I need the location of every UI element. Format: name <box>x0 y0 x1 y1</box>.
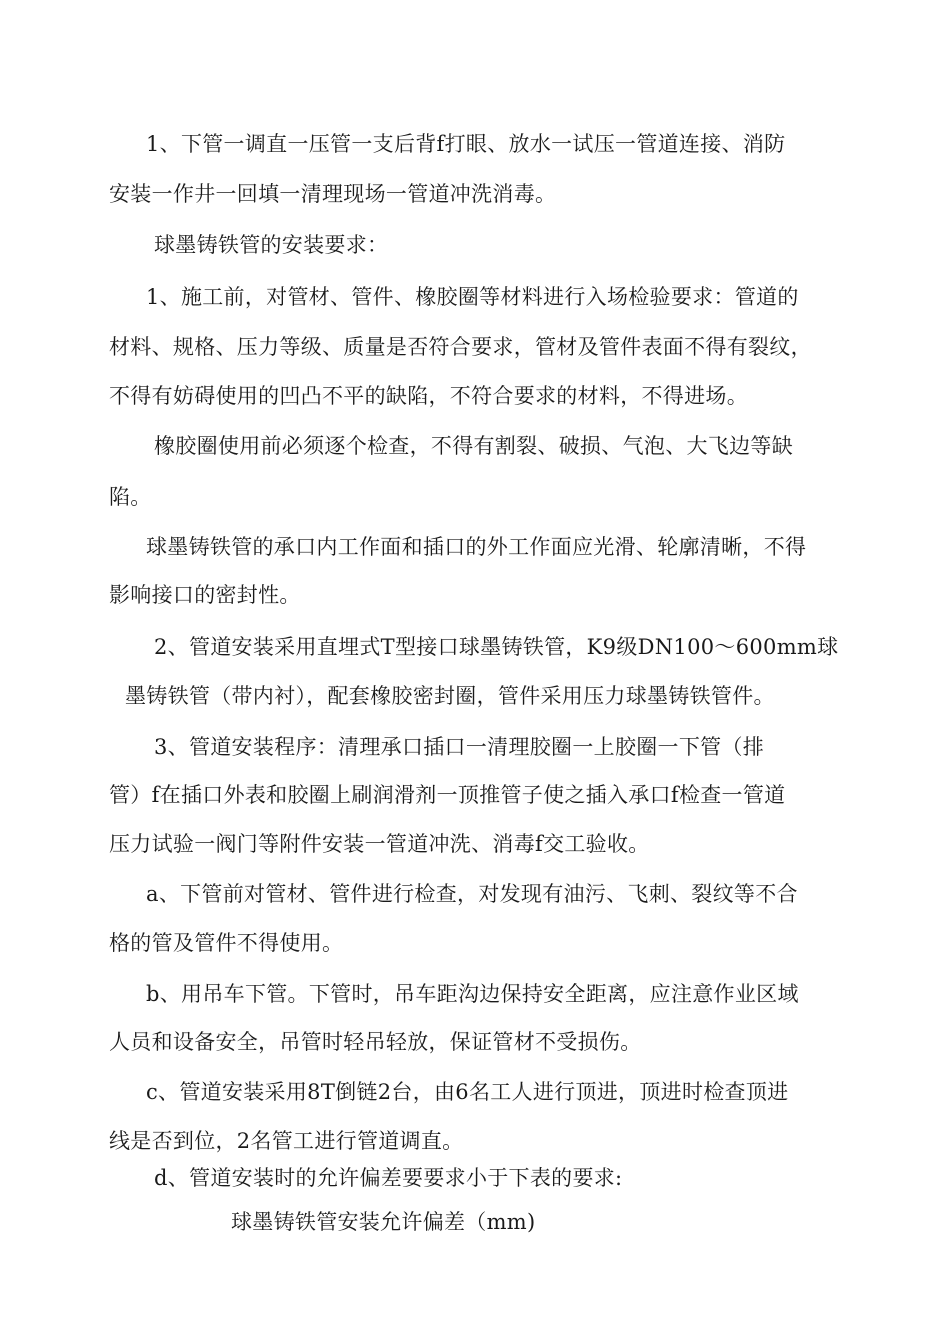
text-line: 格的管及管件不得使用。 <box>109 931 344 955</box>
text-line: 压力试验一阀门等附件安装一管道冲洗、消毒f交工验收。 <box>109 832 650 856</box>
text-line: a、下管前对管材、管件进行检查，对发现有油污、飞刺、裂纹等不合 <box>146 882 798 906</box>
text-line: 不得有妨碍使用的凹凸不平的缺陷，不符合要求的材料，不得进场。 <box>109 384 748 408</box>
text-line: 管）f在插口外表和胶圈上刷润滑剂一顶推管子使之插入承口f检查一管道 <box>109 783 786 807</box>
text-line: 1、下管一调直一压管一支后背f打眼、放水一试压一管道连接、消防 <box>146 132 786 156</box>
text-line: c、管道安装采用8T倒链2台，由6名工人进行顶进，顶进时检查顶进 <box>146 1080 789 1104</box>
section-heading: 球墨铸铁管的安装要求： <box>154 233 389 257</box>
text-line: 安装一作井一回填一清理现场一管道冲洗消毒。 <box>109 182 557 206</box>
text-line: 陷。 <box>109 485 152 509</box>
text-line: 材料、规格、压力等级、质量是否符合要求，管材及管件表面不得有裂纹， <box>109 335 812 359</box>
text-line: 影响接口的密封性。 <box>109 583 301 607</box>
text-line: 线是否到位，2名管工进行管道调直。 <box>109 1129 464 1153</box>
text-line: 橡胶圈使用前必须逐个检查，不得有割裂、破损、气泡、大飞边等缺 <box>154 434 793 458</box>
text-line: 2、管道安装采用直埋式T型接口球墨铸铁管，K9级DN100〜600mm球 <box>154 635 839 659</box>
text-line: d、管道安装时的允许偏差要要求小于下表的要求: <box>154 1166 623 1190</box>
text-line: 3、管道安装程序：清理承口插口一清理胶圈一上胶圈一下管（排 <box>154 735 765 759</box>
text-line: 人员和设备安全，吊管时轻吊轻放，保证管材不受损伤。 <box>109 1030 642 1054</box>
text-line: 1、施工前，对管材、管件、橡胶圈等材料进行入场检验要求：管道的 <box>146 285 799 309</box>
text-line: 球墨铸铁管的承口内工作面和插口的外工作面应光滑、轮廓清晰，不得 <box>146 535 807 559</box>
text-line: b、用吊车下管。下管时，吊车距沟边保持安全距离，应注意作业区域 <box>146 982 799 1006</box>
table-caption: 球墨铸铁管安装允许偏差（mm) <box>231 1210 536 1234</box>
text-line: 墨铸铁管（带内衬），配套橡胶密封圈，管件采用压力球墨铸铁管件。 <box>125 684 775 708</box>
